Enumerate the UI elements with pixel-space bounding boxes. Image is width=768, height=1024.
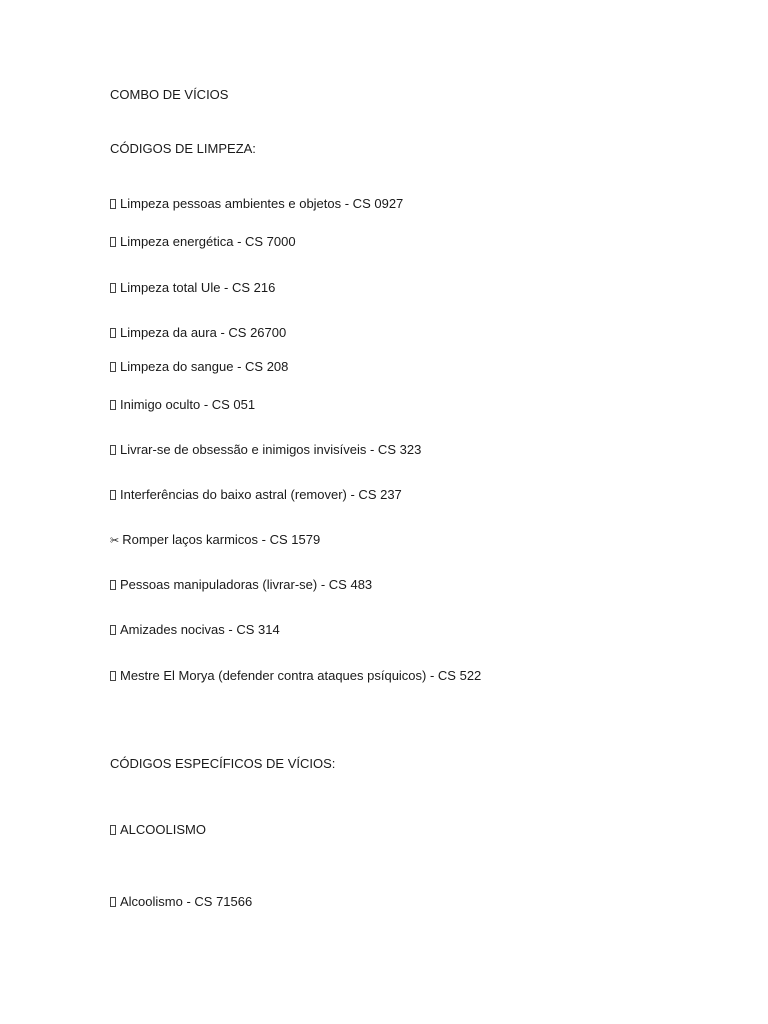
cleaning-item [110,532,320,549]
vice-category [110,822,206,838]
cleaning-item [110,668,481,684]
cleaning-item-text: Pessoas manipuladoras (livrar-se) - CS 483 [120,577,373,592]
missing-glyph-box-icon [110,625,116,635]
cleaning-item-text: Limpeza energética - CS 7000 [120,234,296,249]
missing-glyph-box-icon [110,400,116,410]
cleaning-item-text: Romper laços karmicos - CS 1579 [122,532,321,547]
vice-codes-heading: CÓDIGOS ESPECÍFICOS DE VÍCIOS: [110,756,336,771]
cleaning-item-text: Limpeza total Ule - CS 216 [120,280,276,295]
cleaning-item [110,442,421,458]
missing-glyph-box-icon [110,671,116,681]
cleaning-item [110,487,402,503]
cleaning-item-text: Limpeza pessoas ambientes e objetos - CS 0927 [120,196,404,211]
cleaning-item-text: Mestre El Morya (defender contra ataques psíquicos) - CS 522 [120,668,482,683]
cleaning-item-text: Limpeza da aura - CS 26700 [120,325,287,340]
missing-glyph-box-icon [110,445,116,455]
missing-glyph-box-icon [110,362,116,372]
document-title: COMBO DE VÍCIOS [110,87,229,102]
missing-glyph-box-icon [110,825,116,835]
missing-glyph-box-icon [110,237,116,247]
missing-glyph-box-icon [110,490,116,500]
cleaning-item-text: Limpeza do sangue - CS 208 [120,359,289,374]
cleaning-item [110,280,275,296]
cleaning-item [110,234,296,250]
cleaning-item [110,577,372,593]
cleaning-item [110,359,288,375]
cleaning-item-text: Livrar-se de obsessão e inimigos invisíveis - CS 323 [120,442,422,457]
cleaning-item [110,622,280,638]
cleaning-item-text: Interferências do baixo astral (remover) - CS 237 [120,487,402,502]
missing-glyph-box-icon [110,897,116,907]
vice-item [110,894,252,910]
vice-item-text: Alcoolismo - CS 71566 [120,894,253,909]
scissors-icon: ✂ [110,534,120,547]
cleaning-item-text: Inimigo oculto - CS 051 [120,397,256,412]
missing-glyph-box-icon [110,199,116,209]
missing-glyph-box-icon [110,328,116,338]
missing-glyph-box-icon [110,283,116,293]
cleaning-item [110,325,286,341]
cleaning-item [110,196,403,212]
vice-category-label: ALCOOLISMO [120,822,206,837]
cleaning-item-text: Amizades nocivas - CS 314 [120,622,280,637]
cleaning-item [110,397,255,413]
missing-glyph-box-icon [110,580,116,590]
cleaning-codes-heading: CÓDIGOS DE LIMPEZA: [110,141,256,156]
